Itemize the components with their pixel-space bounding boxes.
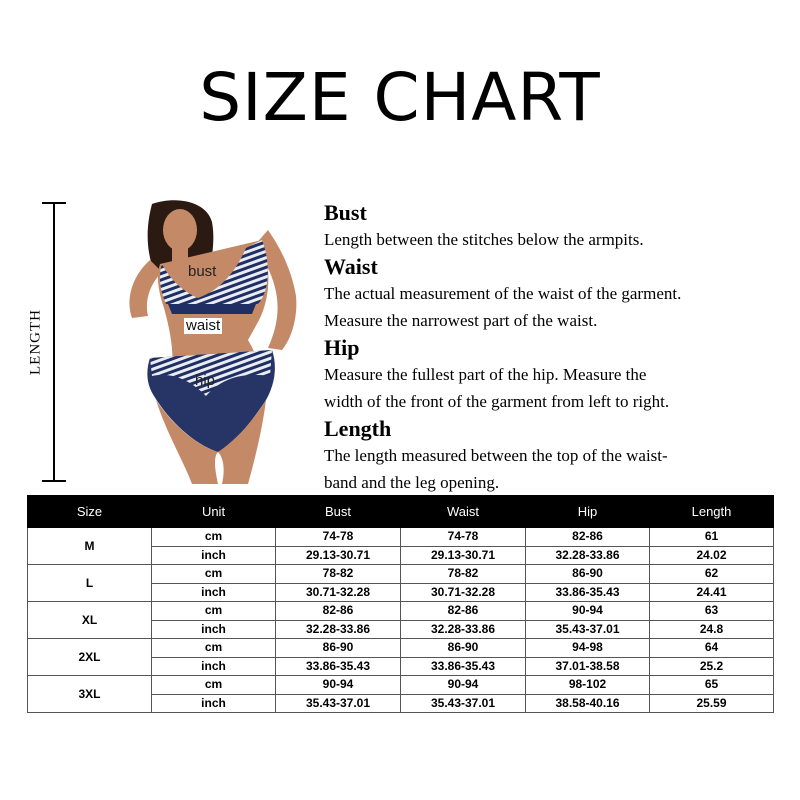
bust-cell: 33.86-35.43 xyxy=(276,657,401,676)
hip-cell: 90-94 xyxy=(526,602,650,621)
unit-cell: inch xyxy=(152,620,276,639)
waist-description-line: Measure the narrowest part of the waist. xyxy=(324,311,598,330)
bust-cell: 82-86 xyxy=(276,602,401,621)
table-row xyxy=(28,639,774,658)
measurement-descriptions xyxy=(324,199,794,496)
hip-cell: 82-86 xyxy=(526,528,650,547)
length-cell: 65 xyxy=(650,676,774,695)
model-illustration xyxy=(122,200,306,484)
unit-cell: inch xyxy=(152,546,276,565)
bust-cell: 86-90 xyxy=(276,639,401,658)
unit-cell: inch xyxy=(152,694,276,713)
table-header-row xyxy=(28,496,774,528)
bust-tag: bust xyxy=(188,263,217,280)
table-row xyxy=(28,528,774,547)
size-cell: L xyxy=(28,565,152,602)
page-title: SIZE CHART xyxy=(199,59,601,136)
waist-cell: 32.28-33.86 xyxy=(401,620,526,639)
table-row xyxy=(28,676,774,695)
length-cell: 63 xyxy=(650,602,774,621)
header-waist: Waist xyxy=(401,496,526,528)
waist-cell: 90-94 xyxy=(401,676,526,695)
table-row xyxy=(28,565,774,584)
waist-cell: 30.71-32.28 xyxy=(401,583,526,602)
unit-cell: inch xyxy=(152,583,276,602)
length-cell: 24.8 xyxy=(650,620,774,639)
length-cell: 24.02 xyxy=(650,546,774,565)
waist-heading: Waist xyxy=(324,254,378,279)
size-cell: 2XL xyxy=(28,639,152,676)
hip-description-line: width of the front of the garment from left to right. xyxy=(324,392,670,411)
length-cell: 25.59 xyxy=(650,694,774,713)
hip-cell: 33.86-35.43 xyxy=(526,583,650,602)
unit-cell: cm xyxy=(152,528,276,547)
length-heading: Length xyxy=(324,416,392,441)
waist-description-line: The actual measurement of the waist of the garment. xyxy=(324,284,682,303)
bust-cell: 32.28-33.86 xyxy=(276,620,401,639)
length-cell: 64 xyxy=(650,639,774,658)
length-ruler xyxy=(53,203,55,481)
table-row xyxy=(28,602,774,621)
unit-cell: inch xyxy=(152,657,276,676)
bust-description: Length between the stitches below the armpits. xyxy=(324,230,644,249)
length-description-line: The length measured between the top of the waist- xyxy=(324,446,668,465)
hip-tag: hip xyxy=(195,372,216,389)
waist-tag: waist xyxy=(186,317,221,334)
bust-cell: 74-78 xyxy=(276,528,401,547)
unit-cell: cm xyxy=(152,676,276,695)
size-table xyxy=(27,495,774,713)
hip-cell: 37.01-38.58 xyxy=(526,657,650,676)
unit-cell: cm xyxy=(152,639,276,658)
length-description-line: band and the leg opening. xyxy=(324,473,500,492)
ruler-label: LENGTH xyxy=(27,309,44,375)
waist-cell: 29.13-30.71 xyxy=(401,546,526,565)
length-cell: 24.41 xyxy=(650,583,774,602)
bust-cell: 35.43-37.01 xyxy=(276,694,401,713)
size-cell: XL xyxy=(28,602,152,639)
waist-cell: 82-86 xyxy=(401,602,526,621)
size-cell: 3XL xyxy=(28,676,152,713)
hip-cell: 35.43-37.01 xyxy=(526,620,650,639)
hip-cell: 98-102 xyxy=(526,676,650,695)
header-unit: Unit xyxy=(152,496,276,528)
unit-cell: cm xyxy=(152,565,276,584)
hip-cell: 86-90 xyxy=(526,565,650,584)
length-cell: 25.2 xyxy=(650,657,774,676)
hip-cell: 38.58-40.16 xyxy=(526,694,650,713)
header-bust: Bust xyxy=(276,496,401,528)
waist-cell: 33.86-35.43 xyxy=(401,657,526,676)
header-hip: Hip xyxy=(526,496,650,528)
bust-cell: 90-94 xyxy=(276,676,401,695)
hip-heading: Hip xyxy=(324,335,360,360)
waist-cell: 35.43-37.01 xyxy=(401,694,526,713)
waist-cell: 86-90 xyxy=(401,639,526,658)
waist-cell: 74-78 xyxy=(401,528,526,547)
waist-cell: 78-82 xyxy=(401,565,526,584)
length-cell: 61 xyxy=(650,528,774,547)
hip-cell: 32.28-33.86 xyxy=(526,546,650,565)
hip-cell: 94-98 xyxy=(526,639,650,658)
length-cell: 62 xyxy=(650,565,774,584)
header-size: Size xyxy=(28,496,152,528)
bust-heading: Bust xyxy=(324,200,367,225)
bust-cell: 78-82 xyxy=(276,565,401,584)
size-cell: M xyxy=(28,528,152,565)
bust-cell: 30.71-32.28 xyxy=(276,583,401,602)
unit-cell: cm xyxy=(152,602,276,621)
hip-description-line: Measure the fullest part of the hip. Measure the xyxy=(324,365,647,384)
bust-cell: 29.13-30.71 xyxy=(276,546,401,565)
ruler-bottom-cap xyxy=(42,480,66,482)
header-length: Length xyxy=(650,496,774,528)
